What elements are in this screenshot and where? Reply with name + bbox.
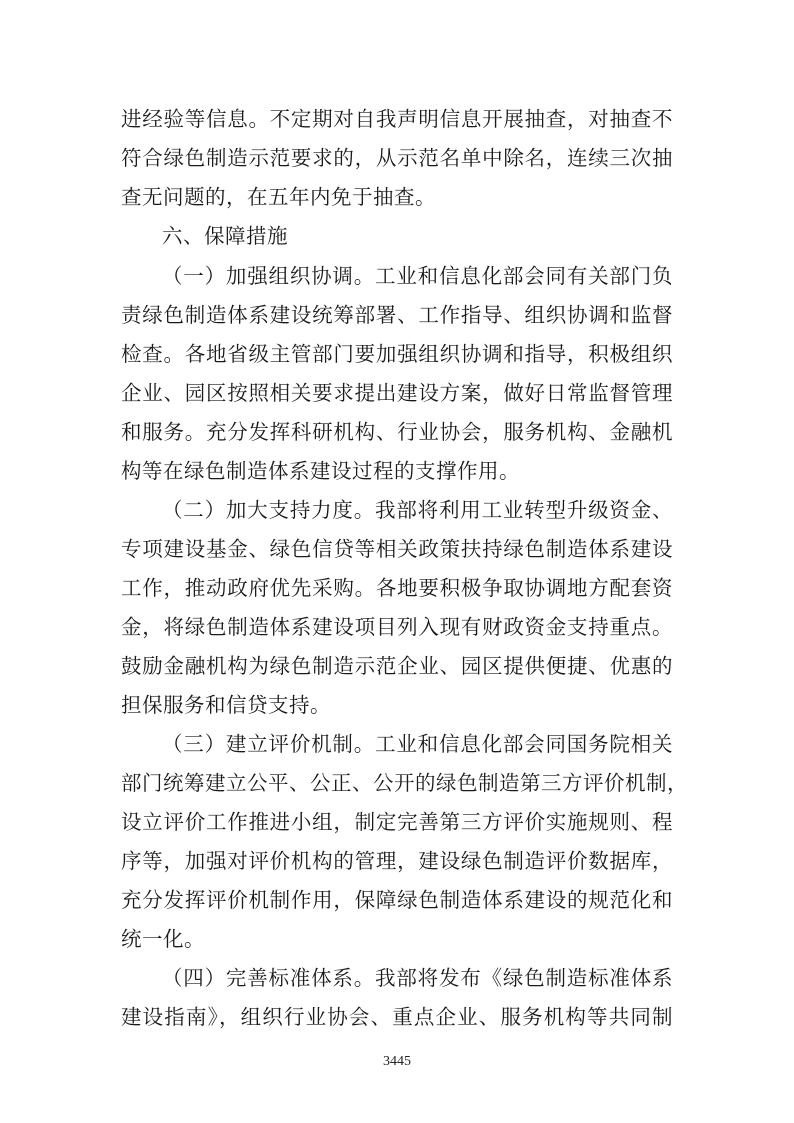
text-line: 鼓励金融机构为绿色制造示范企业、园区提供便捷、优惠的 [121, 654, 673, 678]
text-line: （二）加大支持力度。我部将利用工业转型升级资金、 [162, 498, 673, 522]
text-line: 统一化。 [121, 927, 205, 951]
text-line: 工作，推动政府优先采购。各地要积极争取协调地方配套资 [121, 576, 673, 600]
text-line: 充分发挥评价机制作用，保障绿色制造体系建设的规范化和 [121, 888, 673, 912]
text-line: 检查。各地省级主管部门要加强组织协调和指导，积极组织 [121, 342, 673, 366]
text-line: 构等在绿色制造体系建设过程的支撑作用。 [121, 459, 520, 483]
text-line: （一）加强组织协调。工业和信息化部会同有关部门负 [162, 264, 673, 288]
text-line: 符合绿色制造示范要求的，从示范名单中除名，连续三次抽 [121, 146, 673, 170]
text-line: 设立评价工作推进小组，制定完善第三方评价实施规则、程 [121, 810, 673, 834]
text-line: 金，将绿色制造体系建设项目列入现有财政资金支持重点。 [121, 615, 673, 639]
text-line: 部门统筹建立公平、公正、公开的绿色制造第三方评价机制， [121, 771, 688, 795]
text-line: 专项建设基金、绿色信贷等相关政策扶持绿色制造体系建设 [121, 537, 673, 561]
section-heading: 六、保障措施 [162, 224, 288, 248]
text-line: 担保服务和信贷支持。 [121, 693, 331, 717]
text-line: 企业、园区按照相关要求提出建设方案，做好日常监督管理 [121, 381, 673, 405]
text-line: （三）建立评价机制。工业和信息化部会同国务院相关 [162, 732, 673, 756]
page-number: 3445 [383, 1054, 411, 1069]
text-line: 序等，加强对评价机构的管理，建设绿色制造评价数据库， [121, 849, 673, 873]
text-line: 进经验等信息。不定期对自我声明信息开展抽查，对抽查不 [121, 107, 673, 131]
text-line: （四）完善标准体系。我部将发布《绿色制造标准体系 [162, 966, 673, 990]
text-line: 建设指南》，组织行业协会、重点企业、服务机构等共同制 [121, 1005, 673, 1029]
text-line: 责绿色制造体系建设统筹部署、工作指导、组织协调和监督 [121, 303, 673, 327]
text-line: 和服务。充分发挥科研机构、行业协会，服务机构、金融机 [121, 420, 673, 444]
text-line: 查无问题的，在五年内免于抽查。 [121, 185, 436, 209]
